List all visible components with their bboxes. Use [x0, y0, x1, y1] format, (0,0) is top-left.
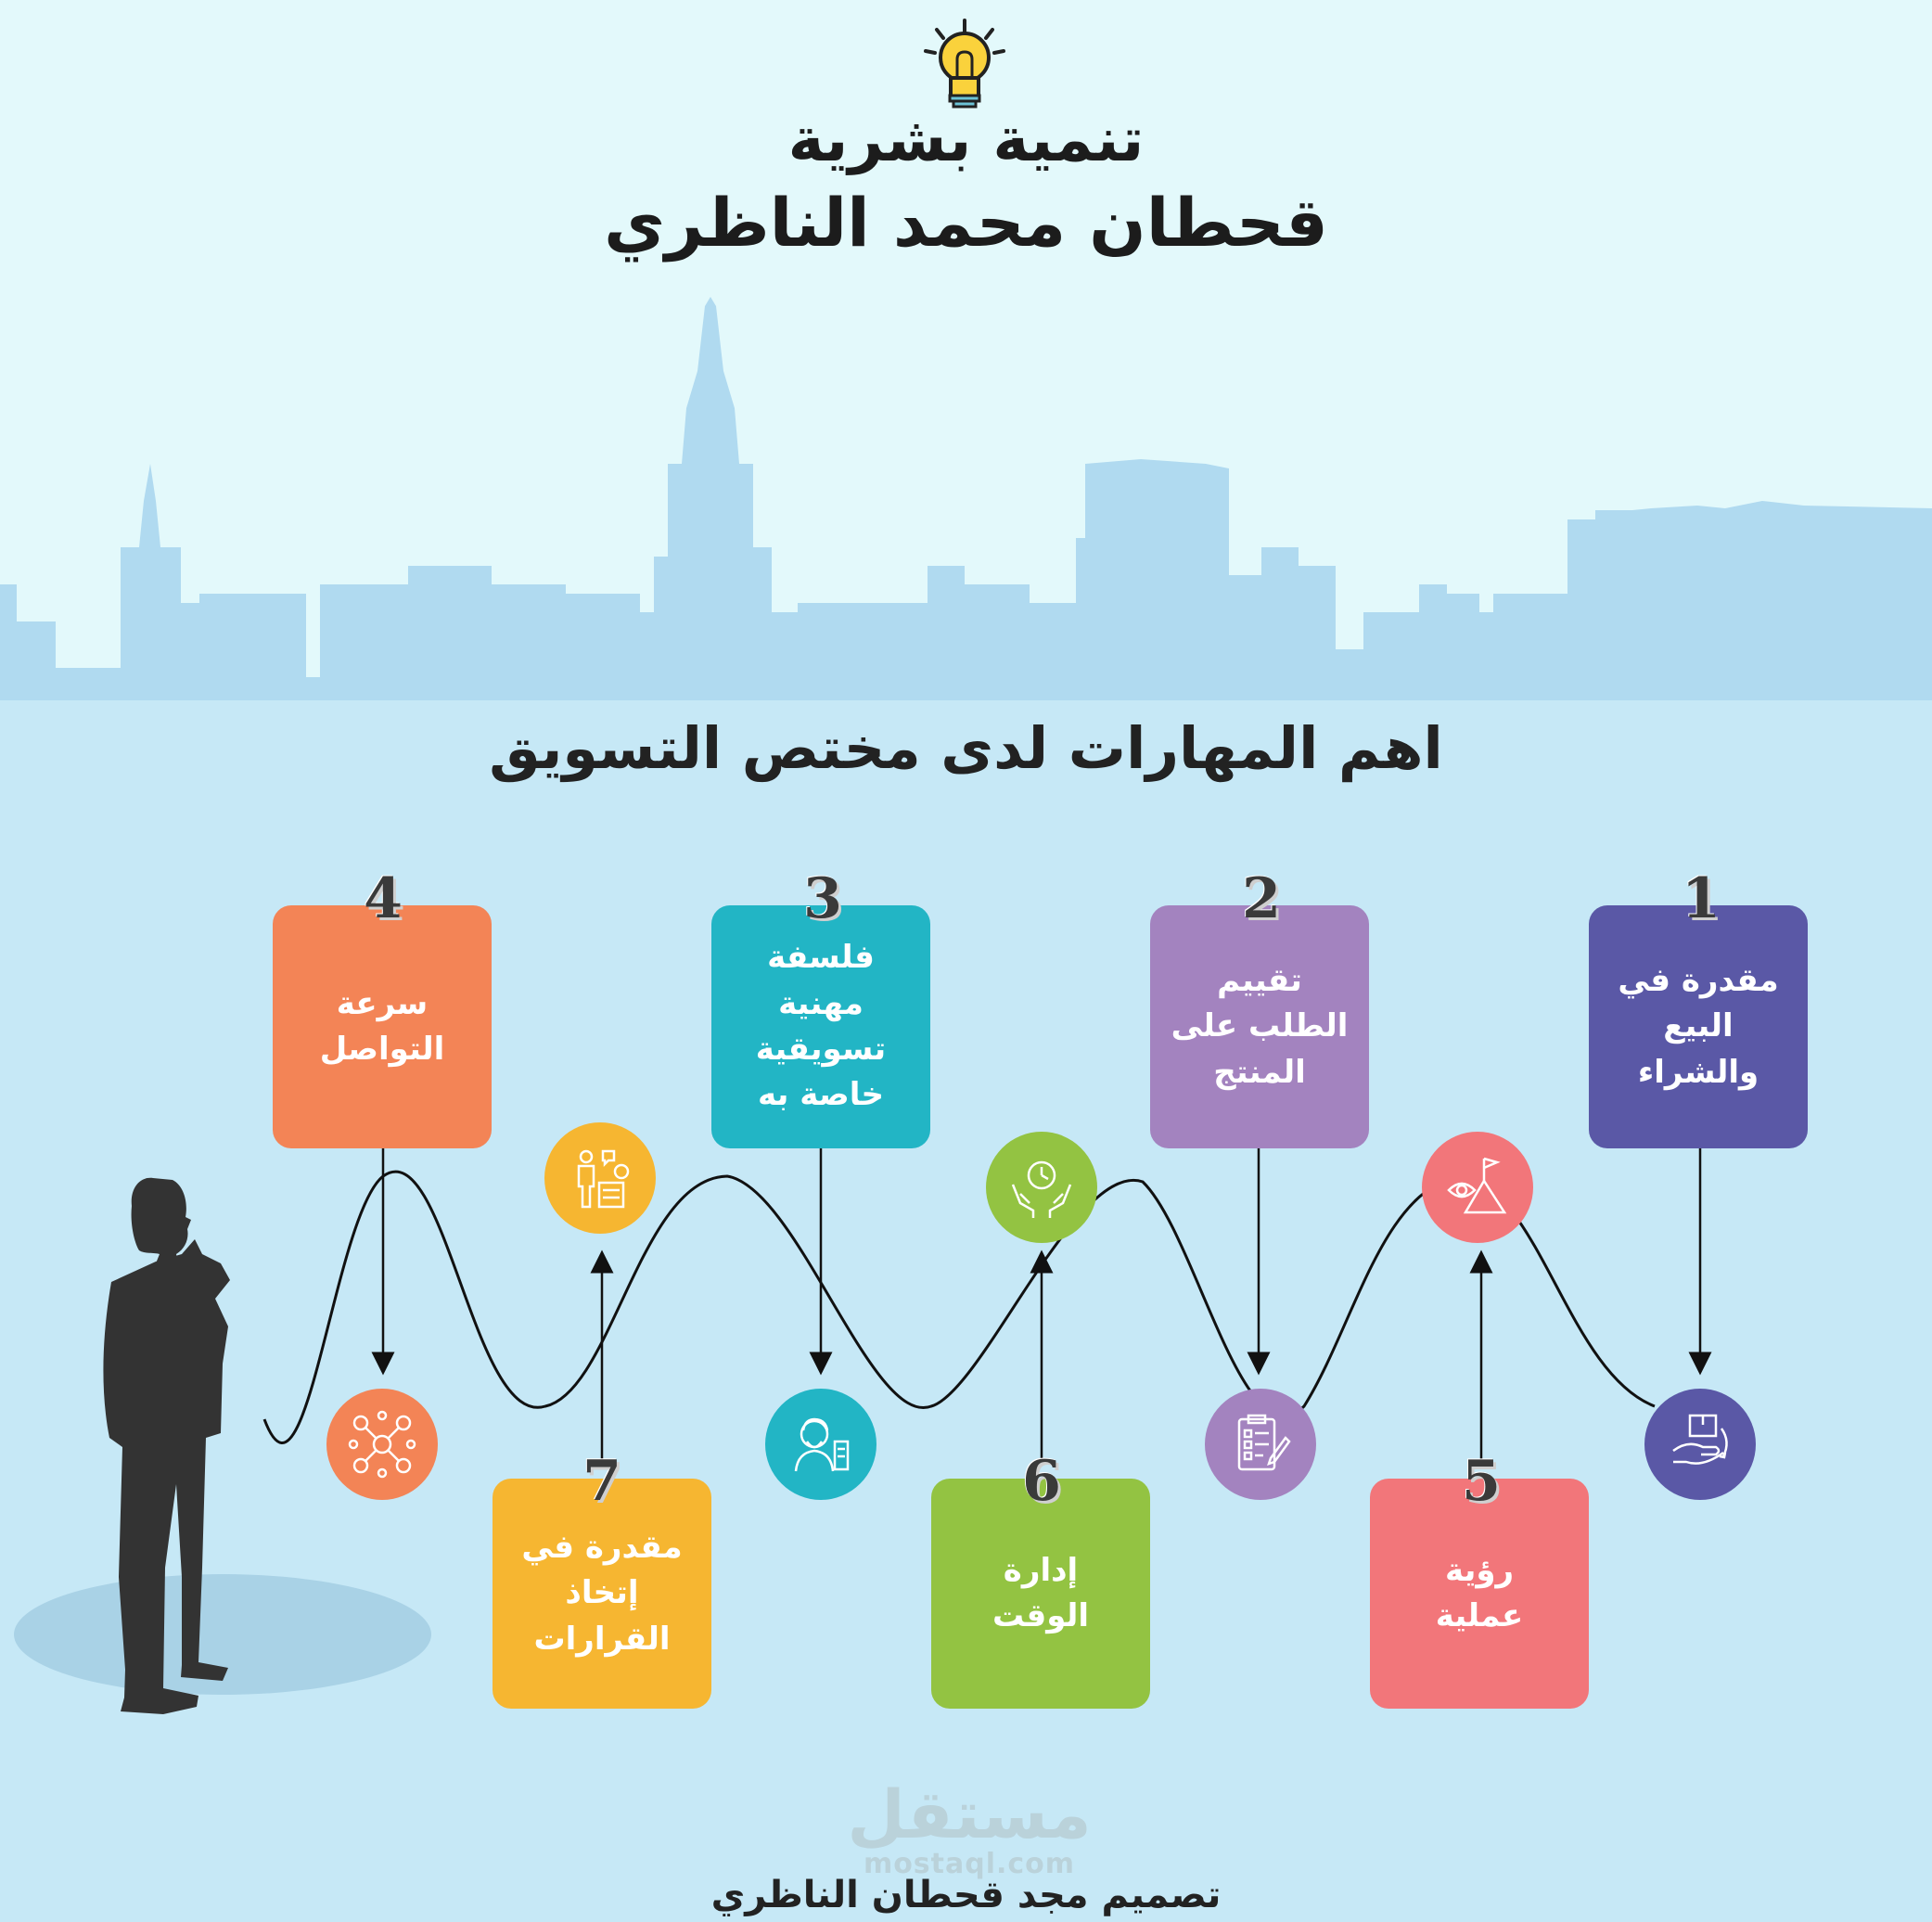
skill-number-2: 2: [1242, 866, 1281, 931]
decision-icon: [544, 1122, 656, 1234]
skill-card-3-line: تسويقية: [755, 1031, 887, 1068]
skill-card-6-line: إدارة: [1003, 1551, 1079, 1589]
watermark: [844, 1775, 1094, 1880]
skill-card-2-line: الطلب على: [1171, 1007, 1349, 1045]
skill-card-4: [273, 905, 492, 1148]
skill-card-5-line: عملية: [1435, 1597, 1524, 1634]
checklist-icon: [1205, 1389, 1316, 1500]
skill-number-1: 1: [1682, 866, 1721, 931]
skill-card-1-line: البيع: [1663, 1007, 1734, 1045]
designer-credit: تصميم مجد قحطان الناظري: [710, 1874, 1222, 1916]
skill-card-3-line: خاصة به: [758, 1076, 884, 1114]
skill-card-1-line: مقدرة في: [1618, 962, 1779, 1000]
skill-card-1-line: والشراء: [1637, 1053, 1759, 1091]
skill-card-2-line: المنتج: [1213, 1053, 1306, 1091]
skill-card-3-line: فلسفة مهنية: [767, 939, 875, 1022]
skill-number-4: 4: [364, 866, 403, 931]
philosopher-icon: [765, 1389, 876, 1500]
network-icon: [326, 1389, 438, 1500]
skill-card-3: [711, 905, 930, 1148]
skill-number-7: 7: [582, 1449, 621, 1514]
page-title-line1: تنمية بشرية: [787, 104, 1145, 175]
skill-number-5: 5: [1462, 1449, 1501, 1514]
skill-card-2: [1150, 905, 1369, 1148]
skill-number-3: 3: [803, 866, 842, 931]
skill-number-6: 6: [1022, 1449, 1061, 1514]
section-heading: اهم المهارات لدى مختص التسويق: [489, 714, 1443, 782]
watermark-url: mostaql.com: [863, 1848, 1076, 1880]
watermark-logo: مستقل: [847, 1775, 1092, 1853]
skill-card-6-line: الوقت: [992, 1597, 1089, 1634]
skill-card-7-line: إتخاذ: [565, 1574, 639, 1612]
skill-card-7-line: القرارات: [533, 1620, 671, 1658]
hand-box-icon: [1644, 1389, 1756, 1500]
skill-card-4-line: سرعة: [336, 984, 429, 1022]
page-title-line2: قحطان محمد الناظري: [604, 184, 1328, 262]
vision-mountain-icon: [1422, 1132, 1533, 1243]
skill-card-7-line: مقدرة في: [521, 1529, 683, 1567]
skill-card-4-line: التواصل: [319, 1031, 445, 1068]
skill-card-1: [1589, 905, 1808, 1148]
skill-card-2-line: تقييم: [1217, 962, 1302, 1000]
skill-card-5-line: رؤية: [1444, 1551, 1515, 1589]
clock-hands-icon: [986, 1132, 1097, 1243]
